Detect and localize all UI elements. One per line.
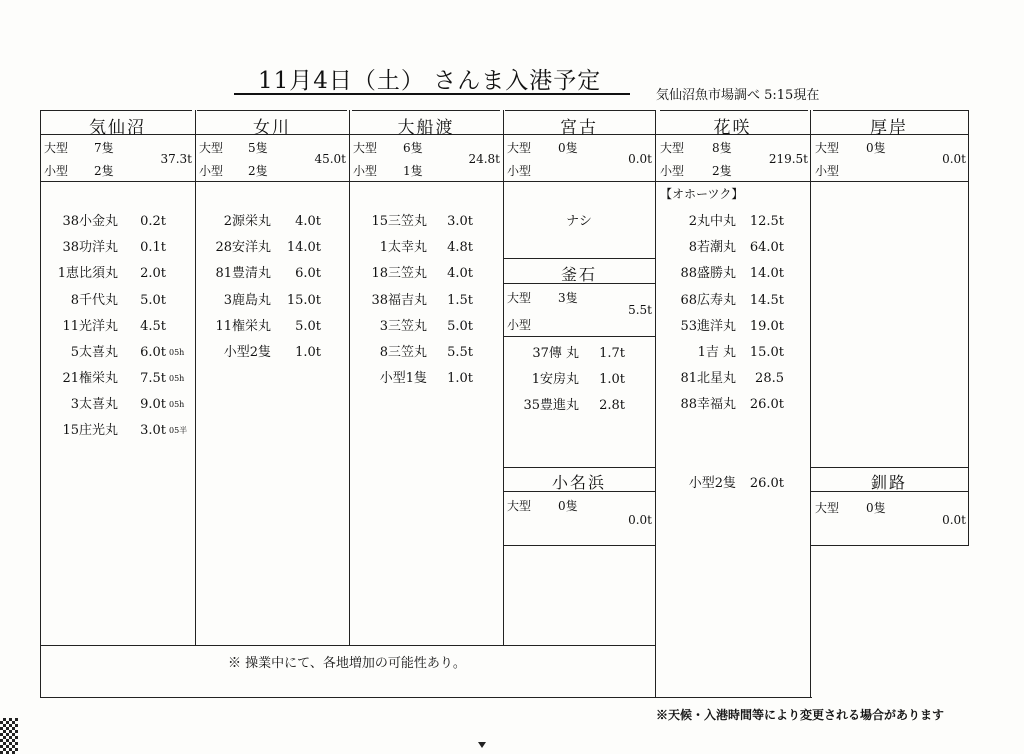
port-total: 45.0t (314, 152, 346, 166)
rule (505, 110, 655, 111)
list-item: 小型2隻 26.0t (688, 476, 784, 491)
large-count: 7隻 (94, 141, 114, 155)
list-item: 5太喜丸 6.0t 05h (70, 345, 185, 360)
rule (352, 110, 500, 111)
note-text: ※ 操業中にて、各地増加の可能性あり。 (228, 656, 466, 671)
list-item: 81北星丸 28.5 (680, 371, 784, 386)
list-item: 88盛勝丸 14.0t (680, 266, 784, 281)
large-label: 大型 (507, 141, 532, 155)
large-label: 大型 (507, 291, 532, 305)
list-item: 28安洋丸 14.0t (215, 240, 321, 255)
list-item: 1恵比須丸 2.0t (57, 266, 166, 281)
small-count: 2隻 (712, 164, 732, 178)
rule (810, 467, 968, 468)
list-item: 3鹿島丸 15.0t (223, 293, 321, 308)
footer-text: ※天候・入港時間等により変更される場合があります (656, 708, 945, 722)
rule (40, 110, 192, 111)
large-count: 0隻 (558, 141, 578, 155)
large-count: 0隻 (558, 499, 578, 513)
large-count: 5隻 (248, 141, 268, 155)
list-item: 21権栄丸 7.5t 05h (62, 371, 185, 386)
list-item: 88幸福丸 26.0t (680, 397, 784, 412)
port-total: 0.0t (942, 513, 966, 527)
rule (655, 110, 656, 697)
list-item: 小型1隻 1.0t (379, 371, 473, 386)
rule (503, 545, 655, 546)
large-label: 大型 (353, 141, 378, 155)
list-item: 68広寿丸 14.5t (680, 293, 784, 308)
port-header-hanasaki: 花咲 (713, 118, 752, 138)
list-item: 81豊清丸 6.0t (215, 266, 321, 281)
rule (349, 110, 350, 645)
rule (503, 336, 655, 337)
list-item: 18三笠丸 4.0t (371, 266, 473, 281)
port-header-kushiro: 釧路 (870, 473, 907, 492)
small-label: 小型 (199, 164, 224, 178)
list-item: 38小金丸 0.2t (62, 214, 166, 229)
large-label: 大型 (815, 141, 840, 155)
port-header-onahama: 小名浜 (551, 473, 606, 492)
rule (195, 110, 196, 645)
section-label: 【オホーツク】 (660, 187, 744, 201)
title-underline (234, 93, 630, 95)
rule (810, 545, 968, 546)
port-total: 0.0t (942, 152, 966, 166)
large-label: 大型 (660, 141, 685, 155)
large-count: 0隻 (866, 501, 886, 515)
rule (503, 258, 655, 259)
large-count: 3隻 (558, 291, 578, 305)
small-label: 小型 (815, 164, 840, 178)
small-label: 小型 (353, 164, 378, 178)
rule (40, 645, 655, 646)
list-item: 1太幸丸 4.8t (379, 240, 473, 255)
small-label: 小型 (44, 164, 69, 178)
rule (503, 110, 504, 645)
port-header-miyako: 宮古 (560, 118, 598, 138)
rule (968, 110, 969, 546)
page-title: 11月4日（土） さんま入港予定 (258, 68, 602, 94)
rule (503, 467, 655, 468)
port-total: 24.8t (468, 152, 500, 166)
list-item: 38功洋丸 0.1t (62, 240, 166, 255)
list-item: 8三笠丸 5.5t (379, 345, 473, 360)
list-item: 8千代丸 5.0t (70, 293, 166, 308)
list-item: 3三笠丸 5.0t (379, 319, 473, 334)
port-total: 5.5t (628, 303, 652, 317)
list-item: 8若潮丸 64.0t (688, 240, 784, 255)
list-item: 38福吉丸 1.5t (371, 293, 473, 308)
rule (813, 110, 968, 111)
port-total: 37.3t (160, 152, 192, 166)
scan-mark (0, 718, 18, 754)
list-item: 1吉 丸 15.0t (697, 345, 784, 360)
small-count: 1隻 (403, 164, 423, 178)
list-item: 35豊進丸 2.8t (523, 398, 625, 413)
port-header-kamaishi: 釜石 (560, 265, 597, 284)
port-header-kesennuma: 気仙沼 (89, 118, 146, 138)
large-count: 8隻 (712, 141, 732, 155)
list-item: 11権栄丸 5.0t (215, 319, 321, 334)
rule (660, 110, 808, 111)
list-item: 小型2隻 1.0t (223, 345, 321, 360)
port-header-ofunato: 大船渡 (397, 118, 455, 138)
list-item: 15三笠丸 3.0t (371, 214, 473, 229)
list-item: 15庄光丸 3.0t 05半 (62, 423, 188, 438)
large-count: 0隻 (866, 141, 886, 155)
rule (655, 697, 812, 698)
large-label: 大型 (815, 501, 840, 515)
small-count: 2隻 (94, 164, 114, 178)
list-item: 53進洋丸 19.0t (680, 319, 784, 334)
list-item: 1安房丸 1.0t (531, 372, 625, 387)
rule (40, 697, 655, 698)
rule (197, 110, 347, 111)
small-label: 小型 (507, 318, 532, 332)
port-total: 0.0t (628, 152, 652, 166)
rule (40, 181, 968, 182)
triangle-mark-icon (478, 742, 486, 748)
none-text: ナシ (566, 214, 592, 229)
rule (810, 110, 811, 697)
list-item: 11光洋丸 4.5t (62, 319, 166, 334)
page-subtitle: 気仙沼魚市場調べ 5:15現在 (656, 88, 820, 103)
small-label: 小型 (660, 164, 685, 178)
list-item: 2源栄丸 4.0t (223, 214, 321, 229)
port-header-onagawa: 女川 (253, 118, 291, 138)
port-total: 219.5t (768, 152, 808, 166)
port-header-akkeshi: 厚岸 (870, 118, 908, 138)
large-label: 大型 (44, 141, 69, 155)
large-label: 大型 (199, 141, 224, 155)
large-count: 6隻 (403, 141, 423, 155)
list-item: 2丸中丸 12.5t (688, 214, 784, 229)
large-label: 大型 (507, 499, 532, 513)
small-count: 2隻 (248, 164, 268, 178)
port-total: 0.0t (628, 513, 652, 527)
list-item: 37傳 丸 1.7t (532, 346, 625, 361)
rule (40, 110, 41, 697)
small-label: 小型 (507, 164, 532, 178)
list-item: 3太喜丸 9.0t 05h (70, 397, 185, 412)
